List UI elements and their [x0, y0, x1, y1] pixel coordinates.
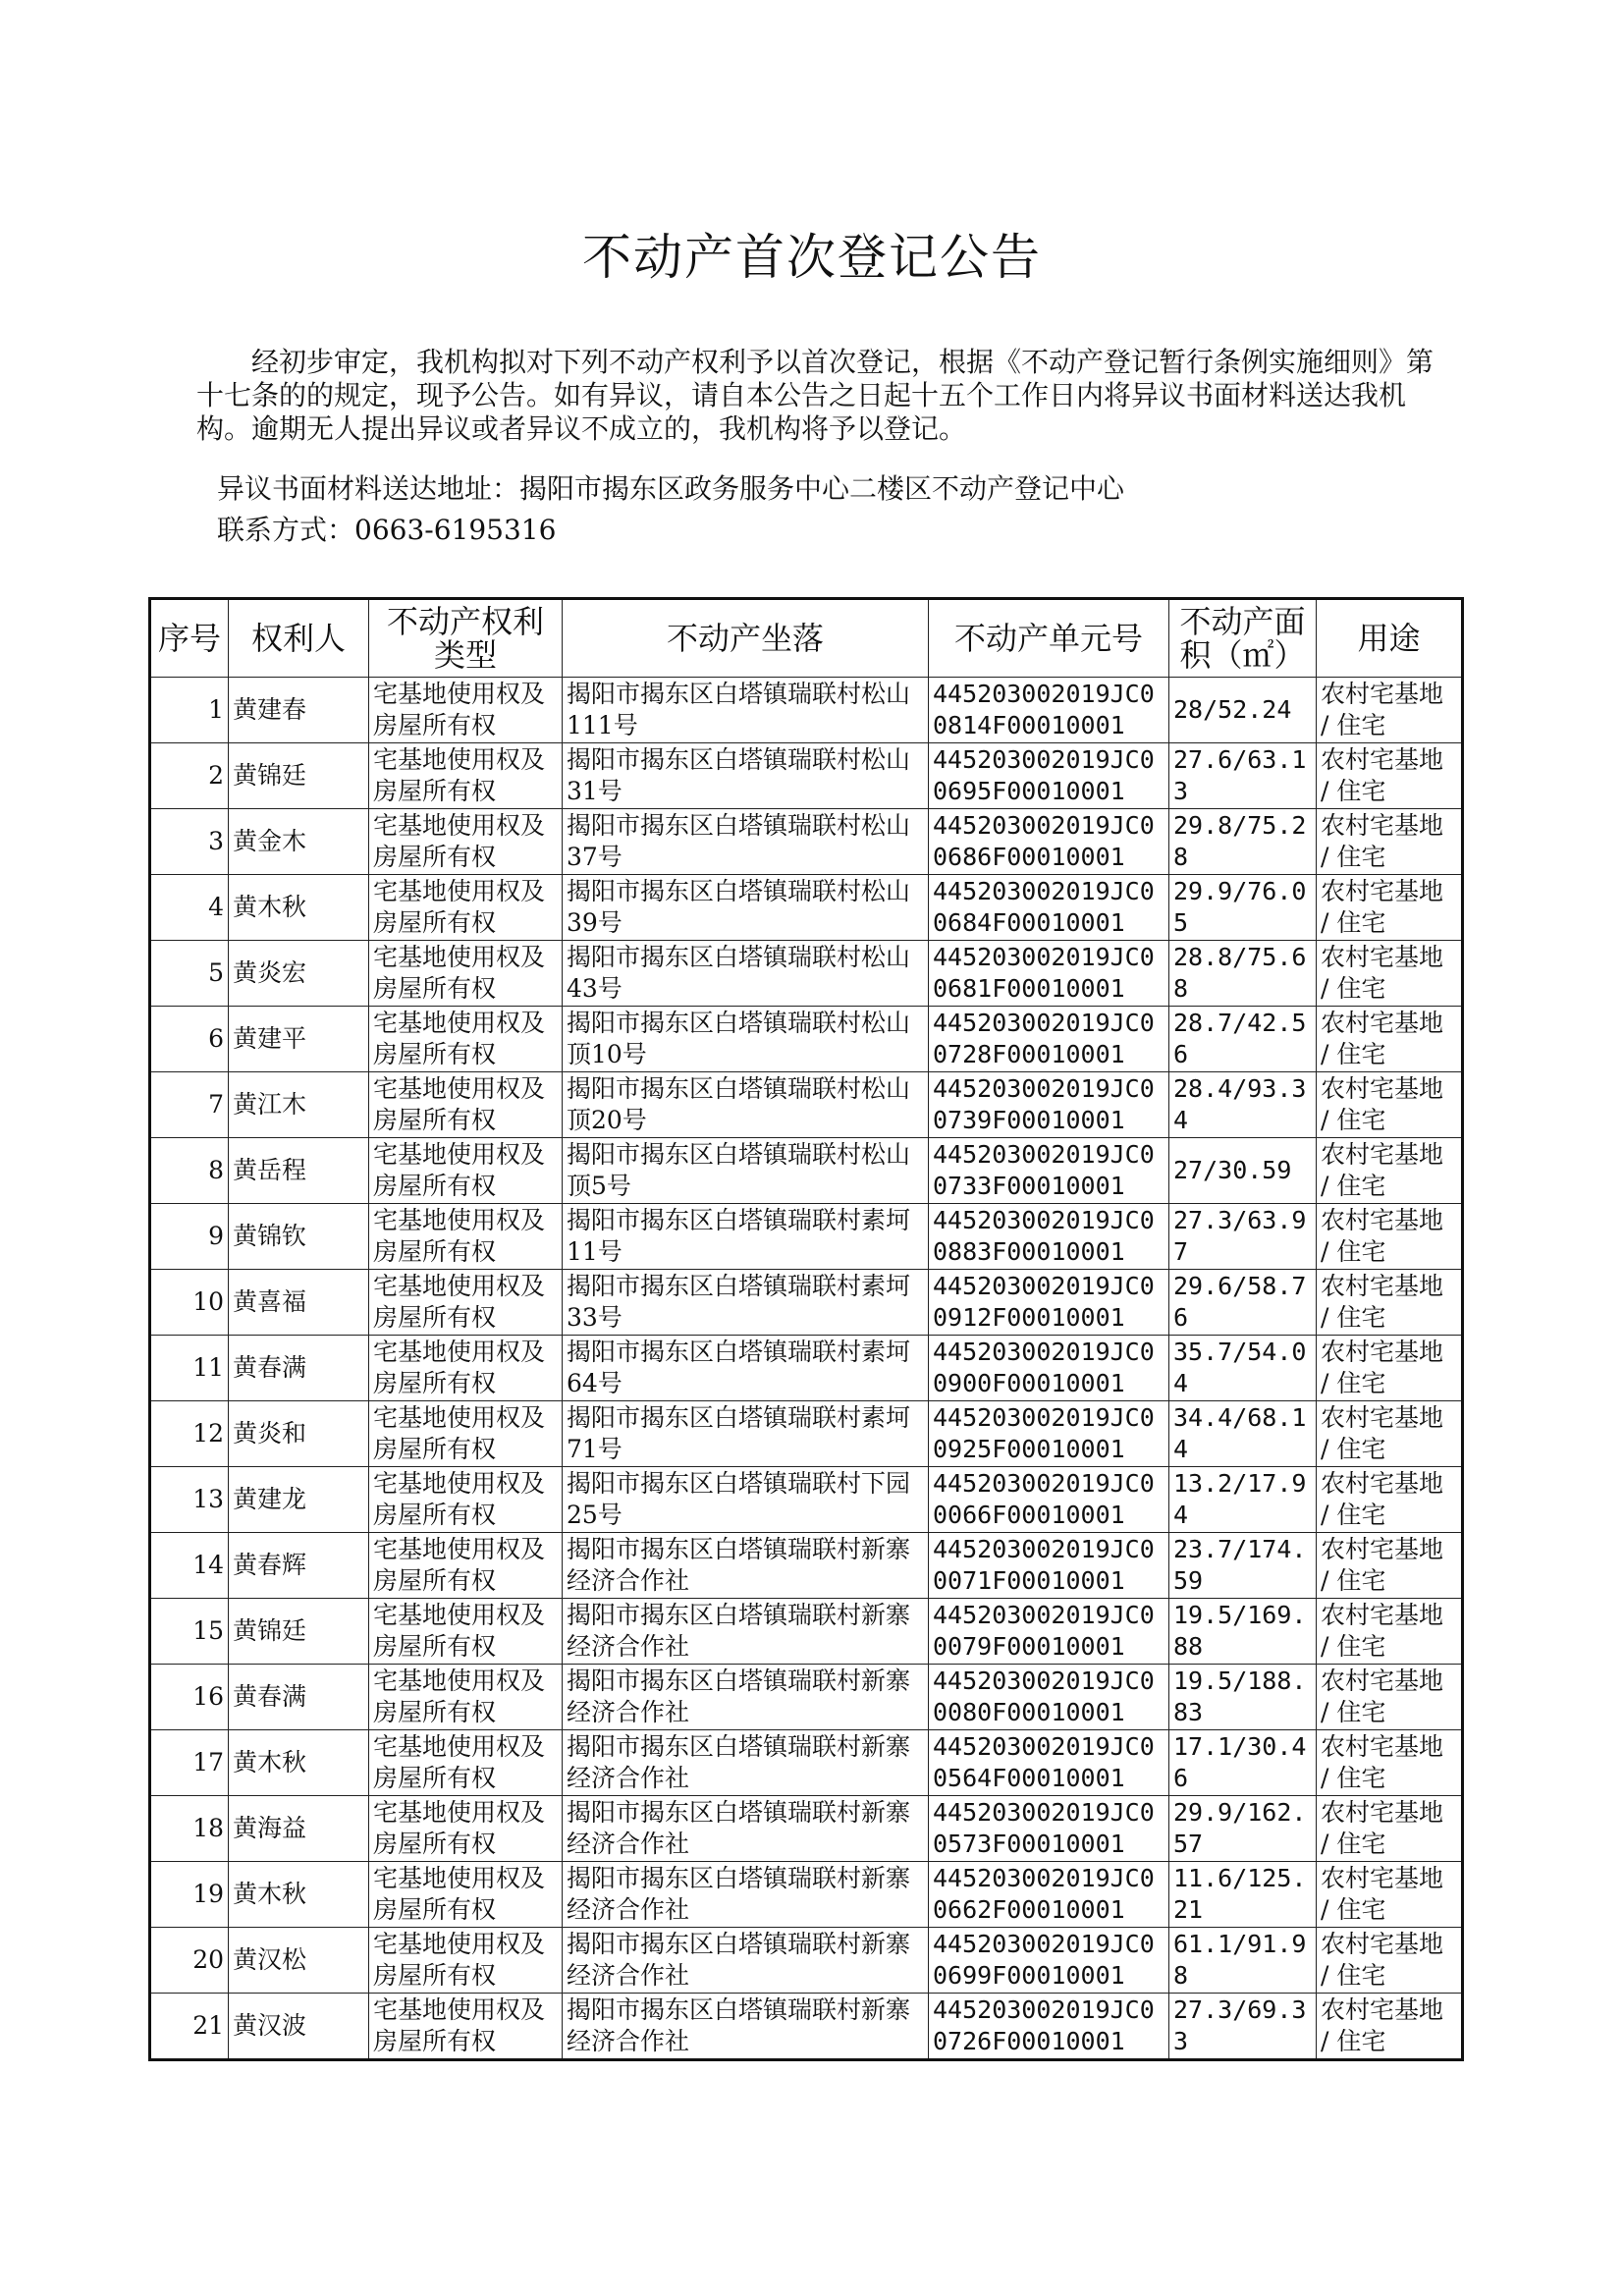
- table-row: [150, 1072, 1463, 1138]
- cell-seq: 19: [150, 1862, 229, 1928]
- cell-unit-no: 445203002019JC00728F00010001: [929, 1007, 1169, 1072]
- cell-owner: 黄春辉: [229, 1533, 369, 1599]
- cell-right-type: 宅基地使用权及房屋所有权: [369, 1270, 563, 1336]
- cell-right-type: 宅基地使用权及房屋所有权: [369, 1862, 563, 1928]
- table-row: [150, 1336, 1463, 1401]
- cell-use: 农村宅基地 / 住宅: [1317, 1467, 1463, 1533]
- table-row: [150, 1928, 1463, 1994]
- cell-unit-no: 445203002019JC00066F00010001: [929, 1467, 1169, 1533]
- cell-unit-no: 445203002019JC00686F00010001: [929, 809, 1169, 875]
- table-row: [150, 941, 1463, 1007]
- cell-location: 揭阳市揭东区白塔镇瑞联村素坷64号: [563, 1336, 929, 1401]
- header-location: 不动产坐落: [563, 599, 929, 678]
- table-row: [150, 1204, 1463, 1270]
- cell-unit-no: 445203002019JC00080F00010001: [929, 1665, 1169, 1730]
- table-row: [150, 1270, 1463, 1336]
- cell-location: 揭阳市揭东区白塔镇瑞联村松山顶10号: [563, 1007, 929, 1072]
- cell-seq: 17: [150, 1730, 229, 1796]
- table-row: [150, 1862, 1463, 1928]
- cell-location: 揭阳市揭东区白塔镇瑞联村新寨经济合作社: [563, 1796, 929, 1862]
- cell-use: 农村宅基地 / 住宅: [1317, 875, 1463, 941]
- cell-unit-no: 445203002019JC00739F00010001: [929, 1072, 1169, 1138]
- cell-unit-no: 445203002019JC00912F00010001: [929, 1270, 1169, 1336]
- cell-use: 农村宅基地 / 住宅: [1317, 678, 1463, 743]
- cell-unit-no: 445203002019JC00925F00010001: [929, 1401, 1169, 1467]
- cell-right-type: 宅基地使用权及房屋所有权: [369, 1796, 563, 1862]
- header-owner: 权利人: [229, 599, 369, 678]
- cell-seq: 9: [150, 1204, 229, 1270]
- table-row: [150, 678, 1463, 743]
- cell-seq: 3: [150, 809, 229, 875]
- cell-area: 23.7/174.59: [1169, 1533, 1317, 1599]
- cell-use: 农村宅基地 / 住宅: [1317, 1730, 1463, 1796]
- cell-use: 农村宅基地 / 住宅: [1317, 1007, 1463, 1072]
- cell-unit-no: 445203002019JC00071F00010001: [929, 1533, 1169, 1599]
- cell-unit-no: 445203002019JC00573F00010001: [929, 1796, 1169, 1862]
- cell-owner: 黄建龙: [229, 1467, 369, 1533]
- cell-use: 农村宅基地 / 住宅: [1317, 941, 1463, 1007]
- cell-unit-no: 445203002019JC00681F00010001: [929, 941, 1169, 1007]
- table-row: [150, 1007, 1463, 1072]
- cell-area: 29.9/76.05: [1169, 875, 1317, 941]
- cell-area: 11.6/125.21: [1169, 1862, 1317, 1928]
- cell-location: 揭阳市揭东区白塔镇瑞联村松山顶5号: [563, 1138, 929, 1204]
- cell-unit-no: 445203002019JC00699F00010001: [929, 1928, 1169, 1994]
- cell-seq: 6: [150, 1007, 229, 1072]
- cell-owner: 黄木秋: [229, 1730, 369, 1796]
- cell-owner: 黄锦廷: [229, 1599, 369, 1665]
- table-row: [150, 1401, 1463, 1467]
- cell-right-type: 宅基地使用权及房屋所有权: [369, 1533, 563, 1599]
- cell-use: 农村宅基地 / 住宅: [1317, 1138, 1463, 1204]
- cell-area: 27/30.59: [1169, 1138, 1317, 1204]
- cell-use: 农村宅基地 / 住宅: [1317, 1270, 1463, 1336]
- cell-unit-no: 445203002019JC00564F00010001: [929, 1730, 1169, 1796]
- cell-use: 农村宅基地 / 住宅: [1317, 1533, 1463, 1599]
- cell-right-type: 宅基地使用权及房屋所有权: [369, 809, 563, 875]
- cell-location: 揭阳市揭东区白塔镇瑞联村新寨经济合作社: [563, 1994, 929, 2060]
- cell-owner: 黄春满: [229, 1665, 369, 1730]
- table-row: [150, 1599, 1463, 1665]
- cell-unit-no: 445203002019JC00814F00010001: [929, 678, 1169, 743]
- cell-unit-no: 445203002019JC00662F00010001: [929, 1862, 1169, 1928]
- cell-seq: 16: [150, 1665, 229, 1730]
- table-row: [150, 1665, 1463, 1730]
- cell-right-type: 宅基地使用权及房屋所有权: [369, 1467, 563, 1533]
- cell-location: 揭阳市揭东区白塔镇瑞联村新寨经济合作社: [563, 1928, 929, 1994]
- cell-owner: 黄江木: [229, 1072, 369, 1138]
- header-seq: 序号: [150, 599, 229, 678]
- cell-use: 农村宅基地 / 住宅: [1317, 1401, 1463, 1467]
- cell-owner: 黄海益: [229, 1796, 369, 1862]
- cell-location: 揭阳市揭东区白塔镇瑞联村新寨经济合作社: [563, 1599, 929, 1665]
- table-row: [150, 1467, 1463, 1533]
- cell-area: 28.4/93.34: [1169, 1072, 1317, 1138]
- cell-area: 35.7/54.04: [1169, 1336, 1317, 1401]
- cell-seq: 10: [150, 1270, 229, 1336]
- cell-area: 19.5/188.83: [1169, 1665, 1317, 1730]
- cell-right-type: 宅基地使用权及房屋所有权: [369, 1994, 563, 2060]
- cell-seq: 15: [150, 1599, 229, 1665]
- cell-location: 揭阳市揭东区白塔镇瑞联村新寨经济合作社: [563, 1665, 929, 1730]
- cell-location: 揭阳市揭东区白塔镇瑞联村松山111号: [563, 678, 929, 743]
- cell-owner: 黄建平: [229, 1007, 369, 1072]
- cell-owner: 黄汉波: [229, 1994, 369, 2060]
- cell-area: 13.2/17.94: [1169, 1467, 1317, 1533]
- cell-area: 27.6/63.13: [1169, 743, 1317, 809]
- contact-info: 联系方式：0663-6195316: [217, 514, 557, 546]
- cell-right-type: 宅基地使用权及房屋所有权: [369, 941, 563, 1007]
- registration-table: [148, 597, 1464, 2061]
- table-row: [150, 1994, 1463, 2060]
- cell-area: 19.5/169.88: [1169, 1599, 1317, 1665]
- cell-area: 61.1/91.98: [1169, 1928, 1317, 1994]
- cell-right-type: 宅基地使用权及房屋所有权: [369, 1072, 563, 1138]
- cell-location: 揭阳市揭东区白塔镇瑞联村新寨经济合作社: [563, 1862, 929, 1928]
- cell-right-type: 宅基地使用权及房屋所有权: [369, 875, 563, 941]
- cell-use: 农村宅基地 / 住宅: [1317, 1665, 1463, 1730]
- cell-seq: 1: [150, 678, 229, 743]
- cell-seq: 13: [150, 1467, 229, 1533]
- cell-right-type: 宅基地使用权及房屋所有权: [369, 1204, 563, 1270]
- cell-seq: 14: [150, 1533, 229, 1599]
- cell-unit-no: 445203002019JC00079F00010001: [929, 1599, 1169, 1665]
- cell-owner: 黄炎和: [229, 1401, 369, 1467]
- cell-unit-no: 445203002019JC00900F00010001: [929, 1336, 1169, 1401]
- cell-seq: 7: [150, 1072, 229, 1138]
- cell-area: 34.4/68.14: [1169, 1401, 1317, 1467]
- intro-paragraph: 经初步审定，我机构拟对下列不动产权利予以首次登记，根据《不动产登记暂行条例实施细则》第十七条的的规定，现予公告。如有异议，请自本公告之日起十五个工作日内将异议书面材料送达我机构。逾期无人提出异议或者异议不成立的，我机构将予以登记。: [196, 346, 1435, 445]
- cell-use: 农村宅基地 / 住宅: [1317, 743, 1463, 809]
- cell-owner: 黄喜福: [229, 1270, 369, 1336]
- cell-location: 揭阳市揭东区白塔镇瑞联村新寨经济合作社: [563, 1533, 929, 1599]
- cell-owner: 黄锦廷: [229, 743, 369, 809]
- cell-use: 农村宅基地 / 住宅: [1317, 1072, 1463, 1138]
- cell-area: 29.8/75.28: [1169, 809, 1317, 875]
- cell-owner: 黄锦钦: [229, 1204, 369, 1270]
- header-use: 用途: [1317, 599, 1463, 678]
- cell-area: 27.3/63.97: [1169, 1204, 1317, 1270]
- cell-right-type: 宅基地使用权及房屋所有权: [369, 1928, 563, 1994]
- header-area: 不动产面积（㎡）: [1169, 599, 1317, 678]
- cell-area: 28.7/42.56: [1169, 1007, 1317, 1072]
- cell-use: 农村宅基地 / 住宅: [1317, 1336, 1463, 1401]
- header-unit-no: 不动产单元号: [929, 599, 1169, 678]
- cell-use: 农村宅基地 / 住宅: [1317, 1796, 1463, 1862]
- table-row: [150, 1533, 1463, 1599]
- cell-right-type: 宅基地使用权及房屋所有权: [369, 1665, 563, 1730]
- cell-location: 揭阳市揭东区白塔镇瑞联村松山顶20号: [563, 1072, 929, 1138]
- table-row: [150, 1138, 1463, 1204]
- cell-owner: 黄金木: [229, 809, 369, 875]
- cell-right-type: 宅基地使用权及房屋所有权: [369, 1336, 563, 1401]
- cell-owner: 黄建春: [229, 678, 369, 743]
- cell-owner: 黄木秋: [229, 1862, 369, 1928]
- cell-seq: 8: [150, 1138, 229, 1204]
- cell-seq: 21: [150, 1994, 229, 2060]
- cell-area: 17.1/30.46: [1169, 1730, 1317, 1796]
- cell-seq: 4: [150, 875, 229, 941]
- cell-use: 农村宅基地 / 住宅: [1317, 1994, 1463, 2060]
- cell-right-type: 宅基地使用权及房屋所有权: [369, 743, 563, 809]
- cell-owner: 黄炎宏: [229, 941, 369, 1007]
- cell-location: 揭阳市揭东区白塔镇瑞联村下园25号: [563, 1467, 929, 1533]
- cell-area: 27.3/69.33: [1169, 1994, 1317, 2060]
- cell-location: 揭阳市揭东区白塔镇瑞联村素坷71号: [563, 1401, 929, 1467]
- cell-use: 农村宅基地 / 住宅: [1317, 1862, 1463, 1928]
- table-row: [150, 743, 1463, 809]
- cell-location: 揭阳市揭东区白塔镇瑞联村新寨经济合作社: [563, 1730, 929, 1796]
- cell-seq: 12: [150, 1401, 229, 1467]
- cell-seq: 20: [150, 1928, 229, 1994]
- cell-use: 农村宅基地 / 住宅: [1317, 1599, 1463, 1665]
- cell-seq: 11: [150, 1336, 229, 1401]
- cell-use: 农村宅基地 / 住宅: [1317, 809, 1463, 875]
- table-row: [150, 1730, 1463, 1796]
- cell-seq: 5: [150, 941, 229, 1007]
- cell-seq: 2: [150, 743, 229, 809]
- objection-address: 异议书面材料送达地址：揭阳市揭东区政务服务中心二楼区不动产登记中心: [217, 472, 1125, 505]
- cell-owner: 黄岳程: [229, 1138, 369, 1204]
- cell-location: 揭阳市揭东区白塔镇瑞联村松山39号: [563, 875, 929, 941]
- cell-right-type: 宅基地使用权及房屋所有权: [369, 1007, 563, 1072]
- cell-right-type: 宅基地使用权及房屋所有权: [369, 1138, 563, 1204]
- cell-unit-no: 445203002019JC00684F00010001: [929, 875, 1169, 941]
- cell-use: 农村宅基地 / 住宅: [1317, 1928, 1463, 1994]
- cell-location: 揭阳市揭东区白塔镇瑞联村素坷33号: [563, 1270, 929, 1336]
- cell-seq: 18: [150, 1796, 229, 1862]
- cell-location: 揭阳市揭东区白塔镇瑞联村松山43号: [563, 941, 929, 1007]
- cell-location: 揭阳市揭东区白塔镇瑞联村素坷11号: [563, 1204, 929, 1270]
- table-row: [150, 809, 1463, 875]
- cell-right-type: 宅基地使用权及房屋所有权: [369, 1599, 563, 1665]
- cell-area: 29.9/162.57: [1169, 1796, 1317, 1862]
- cell-unit-no: 445203002019JC00883F00010001: [929, 1204, 1169, 1270]
- cell-right-type: 宅基地使用权及房屋所有权: [369, 678, 563, 743]
- table-row: [150, 875, 1463, 941]
- cell-location: 揭阳市揭东区白塔镇瑞联村松山37号: [563, 809, 929, 875]
- cell-use: 农村宅基地 / 住宅: [1317, 1204, 1463, 1270]
- cell-area: 28/52.24: [1169, 678, 1317, 743]
- page-title: 不动产首次登记公告: [582, 229, 1042, 286]
- table-header-row: [150, 599, 1463, 678]
- cell-right-type: 宅基地使用权及房屋所有权: [369, 1401, 563, 1467]
- cell-owner: 黄木秋: [229, 875, 369, 941]
- cell-unit-no: 445203002019JC00726F00010001: [929, 1994, 1169, 2060]
- cell-area: 28.8/75.68: [1169, 941, 1317, 1007]
- cell-unit-no: 445203002019JC00733F00010001: [929, 1138, 1169, 1204]
- cell-area: 29.6/58.76: [1169, 1270, 1317, 1336]
- cell-owner: 黄汉松: [229, 1928, 369, 1994]
- cell-right-type: 宅基地使用权及房屋所有权: [369, 1730, 563, 1796]
- table-row: [150, 1796, 1463, 1862]
- cell-location: 揭阳市揭东区白塔镇瑞联村松山31号: [563, 743, 929, 809]
- cell-owner: 黄春满: [229, 1336, 369, 1401]
- cell-unit-no: 445203002019JC00695F00010001: [929, 743, 1169, 809]
- header-right-type: 不动产权利类型: [369, 599, 563, 678]
